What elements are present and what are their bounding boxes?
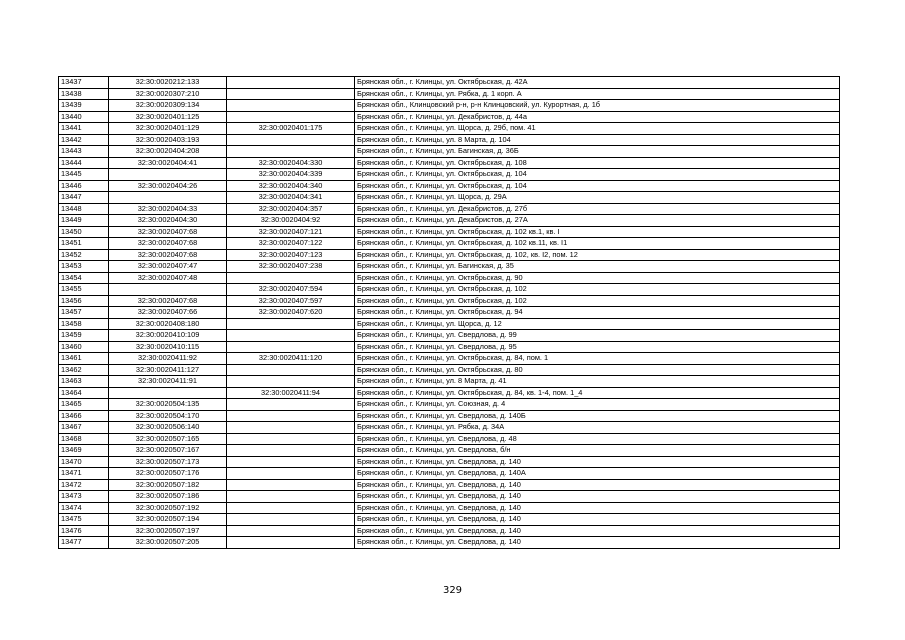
table-row (59, 123, 840, 135)
row-number-cell: 13468 (59, 433, 109, 445)
building-cadastral-number-cell (227, 88, 355, 100)
table-row (59, 422, 840, 434)
building-cadastral-number-cell: 32:30:0020401:175 (227, 123, 355, 135)
row-number-cell: 13445 (59, 169, 109, 181)
property-register-table (58, 76, 840, 549)
land-cadastral-number-cell: 32:30:0020507:167 (109, 445, 227, 457)
row-number-cell: 13453 (59, 261, 109, 273)
land-cadastral-number-cell: 32:30:0020212:133 (109, 77, 227, 89)
building-cadastral-number-cell (227, 514, 355, 526)
building-cadastral-number-cell: 32:30:0020407:238 (227, 261, 355, 273)
land-cadastral-number-cell: 32:30:0020407:66 (109, 307, 227, 319)
table-row (59, 353, 840, 365)
row-number-cell: 13463 (59, 376, 109, 388)
building-cadastral-number-cell (227, 445, 355, 457)
building-cadastral-number-cell: 32:30:0020407:122 (227, 238, 355, 250)
land-cadastral-number-cell: 32:30:0020404:26 (109, 180, 227, 192)
address-cell: Брянская обл., г. Клинцы, ул. Декабристов, д. 27б (355, 203, 840, 215)
row-number-cell: 13440 (59, 111, 109, 123)
address-cell: Брянская обл., г. Клинцы, ул. Свердлова, д. 140 (355, 479, 840, 491)
row-number-cell: 13477 (59, 537, 109, 549)
land-cadastral-number-cell: 32:30:0020407:48 (109, 272, 227, 284)
building-cadastral-number-cell (227, 100, 355, 112)
building-cadastral-number-cell: 32:30:0020407:123 (227, 249, 355, 261)
land-cadastral-number-cell: 32:30:0020401:129 (109, 123, 227, 135)
land-cadastral-number-cell: 32:30:0020408:180 (109, 318, 227, 330)
land-cadastral-number-cell: 32:30:0020410:115 (109, 341, 227, 353)
address-cell: Брянская обл., г. Клинцы, ул. Свердлова, б/н (355, 445, 840, 457)
row-number-cell: 13459 (59, 330, 109, 342)
table-row (59, 192, 840, 204)
table-row (59, 111, 840, 123)
table-row (59, 134, 840, 146)
land-cadastral-number-cell: 32:30:0020504:170 (109, 410, 227, 422)
row-number-cell: 13474 (59, 502, 109, 514)
address-cell: Брянская обл., г. Клинцы, ул. Свердлова, д. 140А (355, 468, 840, 480)
land-cadastral-number-cell: 32:30:0020504:135 (109, 399, 227, 411)
building-cadastral-number-cell (227, 399, 355, 411)
address-cell: Брянская обл., г. Клинцы, ул. Октябрьская, д. 104 (355, 180, 840, 192)
address-cell: Брянская обл., г. Клинцы, ул. Октябрьская, д. 102 (355, 295, 840, 307)
table-row (59, 330, 840, 342)
address-cell: Брянская обл., г. Клинцы, ул. Свердлова, д. 48 (355, 433, 840, 445)
land-cadastral-number-cell: 32:30:0020507:197 (109, 525, 227, 537)
row-number-cell: 13460 (59, 341, 109, 353)
row-number-cell: 13455 (59, 284, 109, 296)
building-cadastral-number-cell (227, 537, 355, 549)
row-number-cell: 13465 (59, 399, 109, 411)
address-cell: Брянская обл., г. Клинцы, ул. Багинская, д. 35 (355, 261, 840, 273)
address-cell: Брянская обл., г. Клинцы, ул. Щорса, д. 29б, пом. 41 (355, 123, 840, 135)
land-cadastral-number-cell: 32:30:0020507:182 (109, 479, 227, 491)
address-cell: Брянская обл., г. Клинцы, ул. Октябрьская, д. 90 (355, 272, 840, 284)
building-cadastral-number-cell (227, 525, 355, 537)
land-cadastral-number-cell: 32:30:0020404:208 (109, 146, 227, 158)
row-number-cell: 13448 (59, 203, 109, 215)
table-row (59, 238, 840, 250)
row-number-cell: 13475 (59, 514, 109, 526)
row-number-cell: 13446 (59, 180, 109, 192)
land-cadastral-number-cell: 32:30:0020404:41 (109, 157, 227, 169)
address-cell: Брянская обл., г. Клинцы, ул. Октябрьская, д. 102 (355, 284, 840, 296)
address-cell: Брянская обл., г. Клинцы, ул. Свердлова, д. 140 (355, 502, 840, 514)
row-number-cell: 13466 (59, 410, 109, 422)
address-cell: Брянская обл., г. Клинцы, ул. Свердлова, д. 140Б (355, 410, 840, 422)
building-cadastral-number-cell (227, 410, 355, 422)
building-cadastral-number-cell: 32:30:0020404:330 (227, 157, 355, 169)
table-row (59, 180, 840, 192)
building-cadastral-number-cell (227, 272, 355, 284)
address-cell: Брянская обл., г. Клинцы, ул. Рябка, д. 1 корп. А (355, 88, 840, 100)
address-cell: Брянская обл., г. Клинцы, ул. 8 Марта, д. 41 (355, 376, 840, 388)
table-row (59, 77, 840, 89)
building-cadastral-number-cell (227, 146, 355, 158)
table-row (59, 88, 840, 100)
building-cadastral-number-cell (227, 341, 355, 353)
land-cadastral-number-cell: 32:30:0020407:68 (109, 295, 227, 307)
address-cell: Брянская обл., г. Клинцы, ул. Свердлова, д. 140 (355, 514, 840, 526)
row-number-cell: 13438 (59, 88, 109, 100)
address-cell: Брянская обл., г. Клинцы, ул. Октябрьская, д. 104 (355, 169, 840, 181)
table-row (59, 376, 840, 388)
land-cadastral-number-cell: 32:30:0020309:134 (109, 100, 227, 112)
address-cell: Брянская обл., г. Клинцы, ул. Октябрьская, д. 108 (355, 157, 840, 169)
row-number-cell: 13471 (59, 468, 109, 480)
building-cadastral-number-cell: 32:30:0020407:594 (227, 284, 355, 296)
row-number-cell: 13439 (59, 100, 109, 112)
land-cadastral-number-cell: 32:30:0020407:68 (109, 226, 227, 238)
row-number-cell: 13447 (59, 192, 109, 204)
address-cell: Брянская обл., г. Клинцы, ул. Октябрьская, д. 94 (355, 307, 840, 319)
building-cadastral-number-cell (227, 376, 355, 388)
building-cadastral-number-cell (227, 422, 355, 434)
table-row (59, 100, 840, 112)
land-cadastral-number-cell (109, 169, 227, 181)
building-cadastral-number-cell (227, 330, 355, 342)
address-cell: Брянская обл., г. Клинцы, ул. 8 Марта, д. 104 (355, 134, 840, 146)
row-number-cell: 13469 (59, 445, 109, 457)
land-cadastral-number-cell (109, 284, 227, 296)
land-cadastral-number-cell: 32:30:0020507:176 (109, 468, 227, 480)
address-cell: Брянская обл., г. Клинцы, ул. Свердлова, д. 140 (355, 525, 840, 537)
address-cell: Брянская обл., г. Клинцы, ул. Рябка, д. 34А (355, 422, 840, 434)
table-body (59, 77, 840, 549)
table-row (59, 307, 840, 319)
row-number-cell: 13443 (59, 146, 109, 158)
building-cadastral-number-cell (227, 502, 355, 514)
land-cadastral-number-cell: 32:30:0020507:194 (109, 514, 227, 526)
land-cadastral-number-cell: 32:30:0020307:210 (109, 88, 227, 100)
row-number-cell: 13442 (59, 134, 109, 146)
building-cadastral-number-cell (227, 433, 355, 445)
table-row (59, 491, 840, 503)
land-cadastral-number-cell: 32:30:0020401:125 (109, 111, 227, 123)
row-number-cell: 13452 (59, 249, 109, 261)
row-number-cell: 13458 (59, 318, 109, 330)
land-cadastral-number-cell: 32:30:0020410:109 (109, 330, 227, 342)
building-cadastral-number-cell: 32:30:0020404:92 (227, 215, 355, 227)
land-cadastral-number-cell: 32:30:0020507:205 (109, 537, 227, 549)
building-cadastral-number-cell: 32:30:0020407:597 (227, 295, 355, 307)
table-row (59, 341, 840, 353)
row-number-cell: 13464 (59, 387, 109, 399)
building-cadastral-number-cell: 32:30:0020404:341 (227, 192, 355, 204)
land-cadastral-number-cell: 32:30:0020507:173 (109, 456, 227, 468)
row-number-cell: 13472 (59, 479, 109, 491)
row-number-cell: 13451 (59, 238, 109, 250)
table-row (59, 157, 840, 169)
table-row (59, 525, 840, 537)
land-cadastral-number-cell: 32:30:0020507:192 (109, 502, 227, 514)
building-cadastral-number-cell (227, 468, 355, 480)
table-row (59, 410, 840, 422)
address-cell: Брянская обл., г. Клинцы, ул. Октябрьская, д. 102 кв.1, кв. I (355, 226, 840, 238)
table-row (59, 479, 840, 491)
land-cadastral-number-cell (109, 192, 227, 204)
table-row (59, 456, 840, 468)
building-cadastral-number-cell: 32:30:0020404:357 (227, 203, 355, 215)
address-cell: Брянская обл., г. Клинцы, ул. Свердлова, д. 95 (355, 341, 840, 353)
building-cadastral-number-cell (227, 111, 355, 123)
table-row (59, 249, 840, 261)
building-cadastral-number-cell: 32:30:0020404:339 (227, 169, 355, 181)
row-number-cell: 13467 (59, 422, 109, 434)
row-number-cell: 13456 (59, 295, 109, 307)
land-cadastral-number-cell: 32:30:0020403:193 (109, 134, 227, 146)
row-number-cell: 13470 (59, 456, 109, 468)
table-row (59, 537, 840, 549)
building-cadastral-number-cell (227, 479, 355, 491)
row-number-cell: 13444 (59, 157, 109, 169)
land-cadastral-number-cell: 32:30:0020506:140 (109, 422, 227, 434)
table-row (59, 295, 840, 307)
row-number-cell: 13450 (59, 226, 109, 238)
land-cadastral-number-cell: 32:30:0020407:47 (109, 261, 227, 273)
address-cell: Брянская обл., г. Клинцы, ул. Свердлова, д. 99 (355, 330, 840, 342)
address-cell: Брянская обл., г. Клинцы, ул. Октябрьская, д. 102, кв. I2, пом. 12 (355, 249, 840, 261)
land-cadastral-number-cell: 32:30:0020407:68 (109, 249, 227, 261)
land-cadastral-number-cell: 32:30:0020507:186 (109, 491, 227, 503)
table-row (59, 215, 840, 227)
table-row (59, 261, 840, 273)
address-cell: Брянская обл., г. Клинцы, ул. Октябрьская, д. 80 (355, 364, 840, 376)
address-cell: Брянская обл., г. Клинцы, ул. Октябрьская, д. 102 кв.11, кв. I1 (355, 238, 840, 250)
address-cell: Брянская обл., г. Клинцы, ул. Багинская, д. 36Б (355, 146, 840, 158)
table-row (59, 226, 840, 238)
land-cadastral-number-cell (109, 387, 227, 399)
land-cadastral-number-cell: 32:30:0020411:92 (109, 353, 227, 365)
table-row (59, 318, 840, 330)
building-cadastral-number-cell (227, 491, 355, 503)
table-row (59, 272, 840, 284)
address-cell: Брянская обл., г. Клинцы, ул. Свердлова, д. 140 (355, 456, 840, 468)
address-cell: Брянская обл., г. Клинцы, ул. Щорса, д. 29А (355, 192, 840, 204)
row-number-cell: 13462 (59, 364, 109, 376)
table-row (59, 433, 840, 445)
row-number-cell: 13461 (59, 353, 109, 365)
building-cadastral-number-cell (227, 77, 355, 89)
address-cell: Брянская обл., г. Клинцы, ул. Союзная, д. 4 (355, 399, 840, 411)
row-number-cell: 13437 (59, 77, 109, 89)
table-row (59, 284, 840, 296)
address-cell: Брянская обл., г. Клинцы, ул. Свердлова, д. 140 (355, 537, 840, 549)
row-number-cell: 13454 (59, 272, 109, 284)
building-cadastral-number-cell: 32:30:0020407:121 (227, 226, 355, 238)
building-cadastral-number-cell: 32:30:0020411:94 (227, 387, 355, 399)
row-number-cell: 13441 (59, 123, 109, 135)
building-cadastral-number-cell: 32:30:0020407:620 (227, 307, 355, 319)
address-cell: Брянская обл., г. Клинцы, ул. Свердлова, д. 140 (355, 491, 840, 503)
address-cell: Брянская обл., г. Клинцы, ул. Октябрьская, д. 84, кв. 1-4, пом. 1_4 (355, 387, 840, 399)
land-cadastral-number-cell: 32:30:0020411:127 (109, 364, 227, 376)
table-row (59, 502, 840, 514)
table-row (59, 399, 840, 411)
land-cadastral-number-cell: 32:30:0020411:91 (109, 376, 227, 388)
table-row (59, 445, 840, 457)
row-number-cell: 13476 (59, 525, 109, 537)
address-cell: Брянская обл., г. Клинцы, ул. Декабристов, д. 27А (355, 215, 840, 227)
building-cadastral-number-cell (227, 456, 355, 468)
table-row (59, 514, 840, 526)
address-cell: Брянская обл., г. Клинцы, ул. Декабристов, д. 44а (355, 111, 840, 123)
table-row (59, 203, 840, 215)
building-cadastral-number-cell (227, 318, 355, 330)
land-cadastral-number-cell: 32:30:0020407:68 (109, 238, 227, 250)
row-number-cell: 13473 (59, 491, 109, 503)
row-number-cell: 13449 (59, 215, 109, 227)
table-row (59, 146, 840, 158)
table-row (59, 364, 840, 376)
address-cell: Брянская обл., г. Клинцы, ул. Щорса, д. 12 (355, 318, 840, 330)
land-cadastral-number-cell: 32:30:0020507:165 (109, 433, 227, 445)
building-cadastral-number-cell: 32:30:0020411:120 (227, 353, 355, 365)
page-number: 329 (442, 585, 463, 596)
table-row (59, 468, 840, 480)
table-row (59, 169, 840, 181)
row-number-cell: 13457 (59, 307, 109, 319)
address-cell: Брянская обл., г. Клинцы, ул. Октябрьская, д. 42А (355, 77, 840, 89)
land-cadastral-number-cell: 32:30:0020404:30 (109, 215, 227, 227)
building-cadastral-number-cell: 32:30:0020404:340 (227, 180, 355, 192)
building-cadastral-number-cell (227, 364, 355, 376)
land-cadastral-number-cell: 32:30:0020404:33 (109, 203, 227, 215)
address-cell: Брянская обл., г. Клинцы, ул. Октябрьская, д. 84, пом. 1 (355, 353, 840, 365)
building-cadastral-number-cell (227, 134, 355, 146)
table-row (59, 387, 840, 399)
address-cell: Брянская обл., Клинцовский р-н, р-н Клинцовский, ул. Курортная, д. 1б (355, 100, 840, 112)
